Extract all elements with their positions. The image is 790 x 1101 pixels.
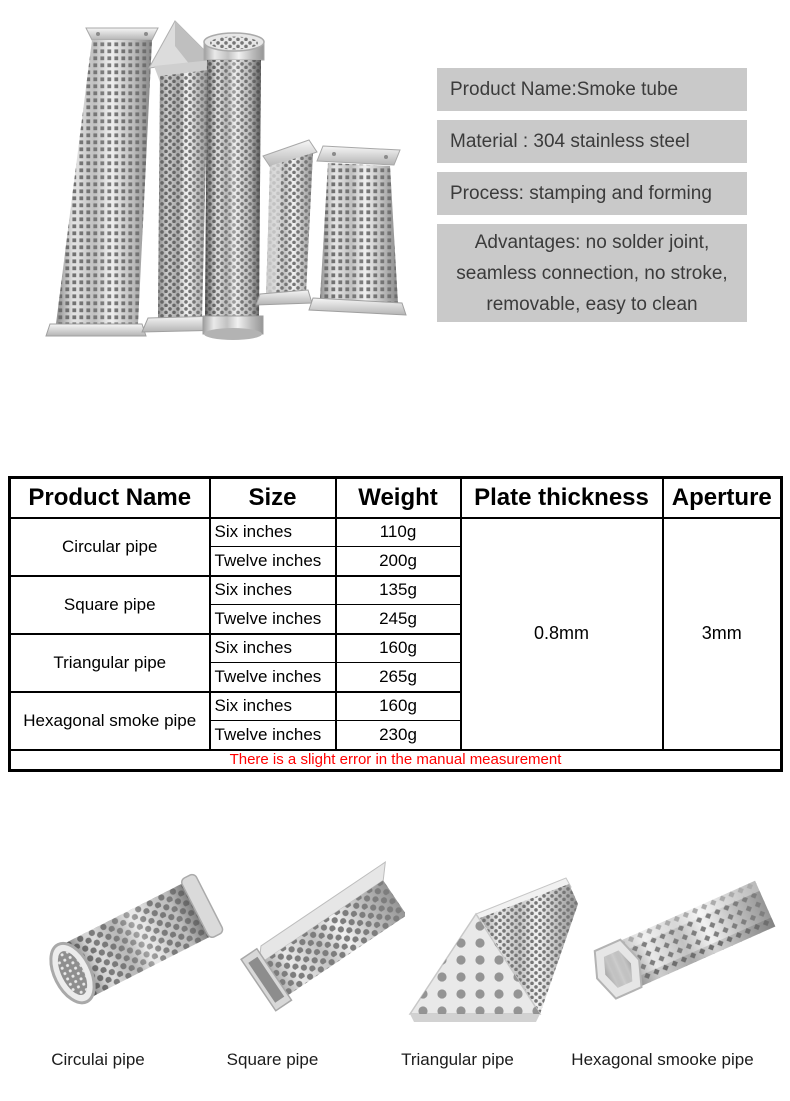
info-box-material (437, 120, 747, 163)
info-panel (437, 68, 747, 331)
advantages-line-2: seamless connection, no stroke, (456, 262, 728, 284)
weight-cell: 160g (336, 634, 461, 663)
product-cell-circular: Circular pipe (10, 518, 210, 576)
weight-cell: 200g (336, 547, 461, 576)
size-cell: Twelve inches (210, 721, 336, 750)
hero-product-photo (8, 6, 432, 350)
table-row (10, 518, 782, 547)
plate-thickness-cell: 0.8mm (461, 518, 663, 750)
aperture-cell: 3mm (663, 518, 782, 750)
hero-square-tube-image (46, 28, 158, 336)
measurement-note: There is a slight error in the manual measurement (10, 750, 782, 771)
product-cell-hexagonal: Hexagonal smoke pipe (10, 692, 210, 750)
weight-cell: 160g (336, 692, 461, 721)
square-pipe-image (240, 852, 405, 1042)
triangular-pipe-image (398, 852, 578, 1042)
label-circular-pipe: Circulai pipe (51, 1050, 145, 1069)
weight-cell: 110g (336, 518, 461, 547)
hero-circular-tube-image (203, 33, 264, 340)
header-product-name: Product Name (10, 478, 210, 518)
table-footnote-row (10, 750, 782, 771)
size-cell: Twelve inches (210, 547, 336, 576)
size-cell: Six inches (210, 518, 336, 547)
weight-cell: 245g (336, 605, 461, 634)
size-cell: Six inches (210, 634, 336, 663)
material-text: Material : 304 stainless steel (450, 130, 690, 152)
hexagonal-pipe-image (572, 846, 782, 1042)
advantages-line-1: Advantages: no solder joint, (474, 231, 710, 253)
product-name-text: Product Name:Smoke tube (450, 78, 679, 100)
size-cell: Six inches (210, 576, 336, 605)
product-cell-square: Square pipe (10, 576, 210, 634)
hero-small-square-tube-image (256, 140, 317, 305)
size-cell: Twelve inches (210, 663, 336, 692)
advantages-line-3: removable, easy to clean (486, 293, 698, 315)
product-cell-triangular: Triangular pipe (10, 634, 210, 692)
header-aperture: Aperture (663, 478, 782, 518)
spec-table (8, 476, 783, 772)
weight-cell: 230g (336, 721, 461, 750)
hero-right-square-tube-image (309, 146, 406, 315)
info-box-process (437, 172, 747, 215)
circular-pipe-image (20, 846, 248, 1042)
size-cell: Six inches (210, 692, 336, 721)
label-square-pipe: Square pipe (226, 1050, 319, 1069)
spec-table-header-row (10, 478, 782, 518)
weight-cell: 135g (336, 576, 461, 605)
label-triangular-pipe: Triangular pipe (401, 1050, 514, 1069)
label-hexagonal-pipe: Hexagonal smooke pipe (571, 1050, 754, 1069)
header-weight: Weight (336, 478, 461, 518)
process-text: Process: stamping and forming (450, 182, 712, 204)
info-box-advantages (437, 224, 747, 322)
weight-cell: 265g (336, 663, 461, 692)
header-plate-thickness: Plate thickness (461, 478, 663, 518)
size-cell: Twelve inches (210, 605, 336, 634)
header-size: Size (210, 478, 336, 518)
info-box-product-name (437, 68, 747, 111)
